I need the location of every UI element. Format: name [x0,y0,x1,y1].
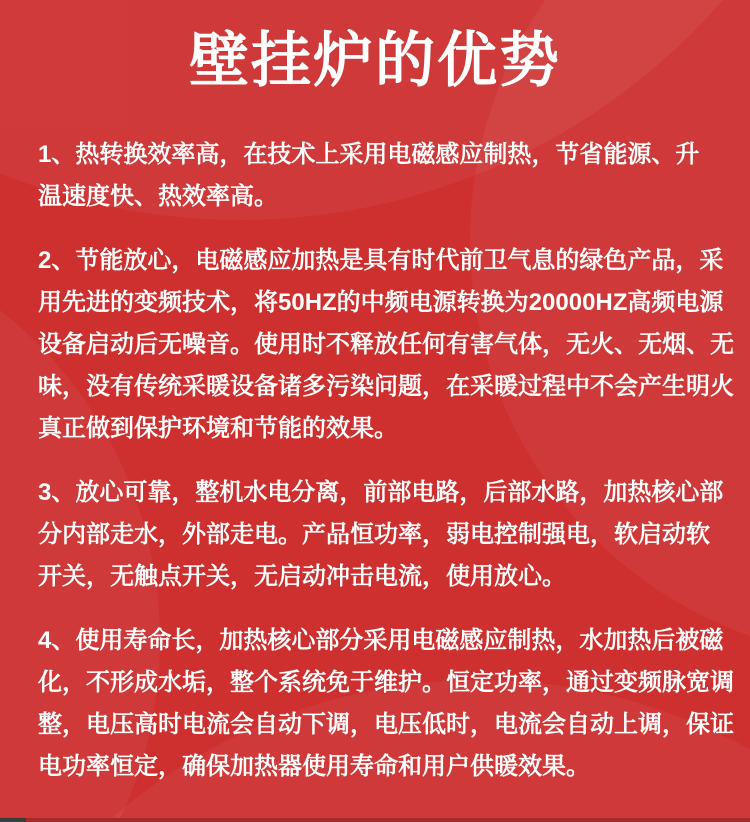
text-line: 味，没有传统采暖设备诸多污染问题，在采暖过程中不会产生明火 [38,373,734,400]
text-line: 用先进的变频技术，将50HZ的中频电源转换为20000HZ高频电源 [38,289,724,316]
bottom-divider [0,818,750,822]
text-line: 设备启动后无噪音。使用时不释放任何有害气体，无火、无烟、无 [38,331,734,358]
text-line: 整，电压高时电流会自动下调，电压低时，电流会自动上调，保证 [38,711,734,738]
advantage-paragraph-4 [38,620,734,788]
advantage-paragraph-3 [38,472,730,598]
text-line: 温速度快、热效率高。 [38,183,278,210]
text-line: 真正做到保护环境和节能的效果。 [38,415,398,442]
text-line: 分内部走水，外部走电。产品恒功率，弱电控制强电，软启动软 [38,521,710,548]
text-line: 开关，无触点开关，无启动冲击电流，使用放心。 [38,563,566,590]
text-line: 电功率恒定，确保加热器使用寿命和用户供暖效果。 [38,753,590,780]
text-line: 3、放心可靠，整机水电分离，前部电路，后部水路，加热核心部 [38,479,724,506]
advantages-list [0,134,750,788]
text-line: 1、热转换效率高，在技术上采用电磁感应制热，节省能源、升 [38,141,700,168]
text-line: 4、使用寿命长，加热核心部分采用电磁感应制热，水加热后被磁 [38,627,724,654]
text-line: 化，不形成水垢，整个系统免于维护。恒定功率，通过变频脉宽调 [38,669,734,696]
bottom-corner-mark [0,818,26,822]
text-line: 2、节能放心，电磁感应加热是具有时代前卫气息的绿色产品，采 [38,247,724,274]
advantage-paragraph-2 [38,240,734,450]
advantage-paragraph-1 [38,134,730,218]
page-title: 壁挂炉的优势 [189,27,561,94]
